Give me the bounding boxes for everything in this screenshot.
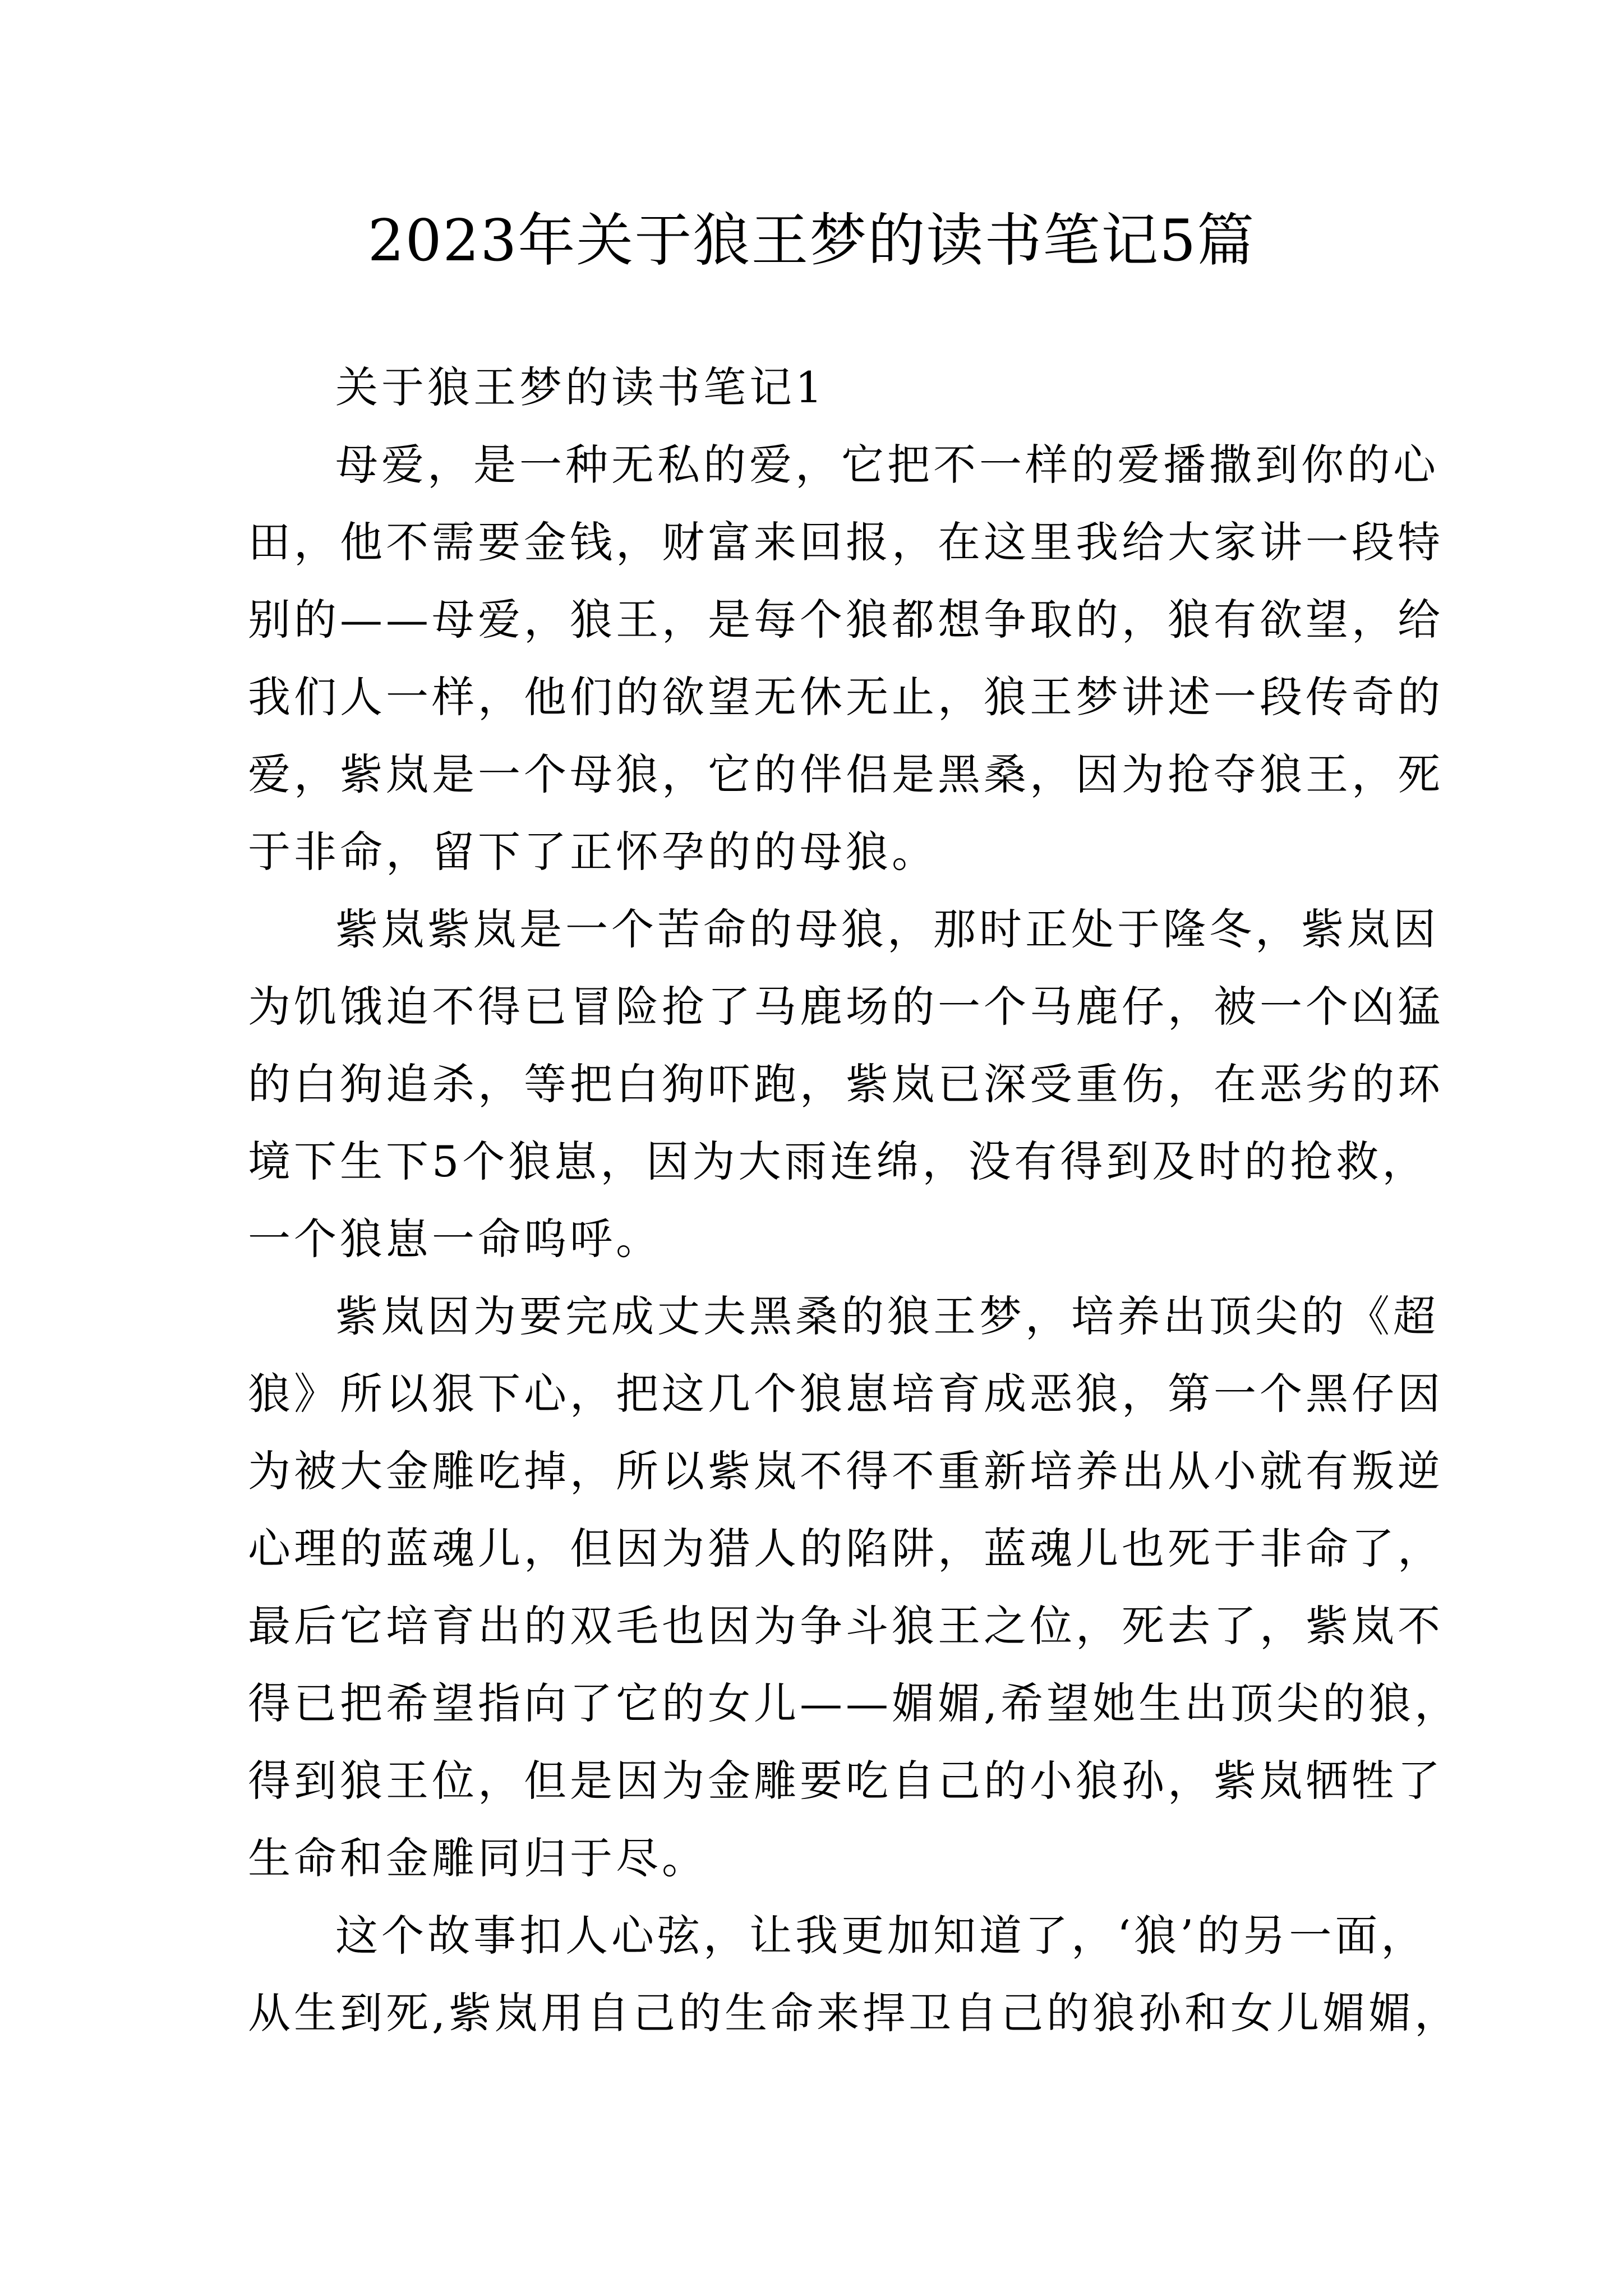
text-line: 紫岚紫岚是一个苦命的母狼，那时正处于隆冬，紫岚因	[335, 904, 1439, 954]
text-line: 境下生下5个狼崽，因为大雨连绵，没有得到及时的抢救，	[248, 1137, 1428, 1186]
text-line: 的白狗追杀，等把白狗吓跑，紫岚已深受重伤，在恶劣的环	[248, 1059, 1444, 1109]
text-line: 紫岚因为要完成丈夫黑桑的狼王梦，培养出顶尖的《超	[335, 1291, 1439, 1341]
text-line: 这个故事扣人心弦，让我更加知道了，‘狼’的另一面，	[335, 1911, 1427, 1961]
text-line: 为被大金雕吃掉，所以紫岚不得不重新培养出从小就有叛逆	[248, 1446, 1444, 1496]
text-line: 爱，紫岚是一个母狼，它的伴侣是黑桑，因为抢夺狼王，死	[248, 749, 1444, 799]
document-body	[248, 349, 1461, 2052]
text-line: 田，他不需要金钱，财富来回报，在这里我给大家讲一段特	[248, 517, 1444, 567]
text-line: 生命和金雕同归于尽。	[248, 1833, 708, 1883]
text-line: 关于狼王梦的读书笔记1	[335, 362, 826, 412]
text-line: 得到狼王位，但是因为金雕要吃自己的小狼孙，紫岚牺牲了	[248, 1756, 1444, 1806]
text-line: 最后它培育出的双毛也因为争斗狼王之位，死去了，紫岚不	[248, 1601, 1444, 1651]
text-line: 从生到死,紫岚用自己的生命来捍卫自己的狼孙和女儿媚媚，	[248, 1988, 1461, 2038]
text-line: 别的——母爱，狼王，是每个狼都想争取的，狼有欲望，给	[248, 595, 1444, 645]
text-line: 得已把希望指向了它的女儿——媚媚,希望她生出顶尖的狼，	[248, 1678, 1461, 1728]
text-line: 心理的蓝魂儿，但因为猎人的陷阱，蓝魂儿也死于非命了，	[248, 1524, 1444, 1573]
text-line: 一个狼崽一命呜呼。	[248, 1214, 662, 1264]
text-line: 我们人一样，他们的欲望无休无止，狼王梦讲述一段传奇的	[248, 672, 1444, 722]
document-title: 2023年关于狼王梦的读书笔记5篇	[367, 208, 1256, 274]
text-line: 狼》所以狠下心，把这几个狼崽培育成恶狼，第一个黑仔因	[248, 1369, 1444, 1419]
text-line: 为饥饿迫不得已冒险抢了马鹿场的一个马鹿仔，被一个凶猛	[248, 982, 1444, 1032]
text-line: 母爱，是一种无私的爱，它把不一样的爱播撒到你的心	[335, 440, 1439, 490]
text-line: 于非命，留下了正怀孕的的母狼。	[248, 827, 938, 877]
